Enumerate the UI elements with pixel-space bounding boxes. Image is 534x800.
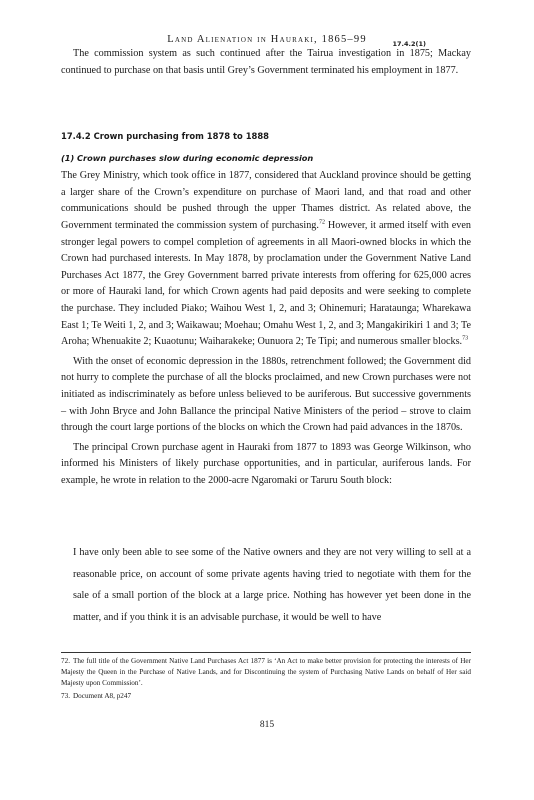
intro-block bbox=[61, 46, 471, 79]
block-quote-container bbox=[73, 542, 471, 628]
section-heading: 17.4.2 Crown purchasing from 1878 to 1888 bbox=[61, 131, 270, 141]
paragraph-1-text-b: However, it armed itself with even stronger legal powers to compel completion of agreements in all Maori-owned blocks in which the Crown had purchased interests. In May 1878, by proclamation under the Government Native Land Purchases Act 1877, the Grey Government barred private interests from offering for 625,000 acres or more of Hauraki land, for which Crown agents had paid deposits and were seeking to complete the purchase. They included Piako; Waihou West 1, 2, and 3; Ohinemuri; Harataunga; Wharekawa East 1; Te Weiti 1, 2, and 3; Waikawau; Moehau; Omahu West 1, 2, and 3; Mangakirikiri 1 and 3; Te Aroha; Whenuakite 2; Kuaotunu; Waiharakeke; Ounuora 2; Te Tipi; and numerous smaller blocks. bbox=[61, 219, 471, 348]
paragraph-2: With the onset of economic depression in the 1880s, retrenchment followed; the Government did not hurry to complete the purchase of all the blocks proclaimed, and new Crown purchases were not initiated as indiscriminately as before unless believed to be auriferous. But successive governments – with John Bryce and John Ballance the principal Native Ministers of the period – strove to claim through the court large portions of the blocks on which the Crown had paid advances in the 1870s. bbox=[61, 355, 471, 434]
intro-paragraph: The commission system as such continued after the Tairua investigation in 1875; Mackay continued to purchase on that basis until Grey’s Government terminated his employment in 1877. bbox=[61, 48, 471, 76]
footnote-ref-73: 73 bbox=[462, 335, 469, 342]
footnote-divider bbox=[61, 652, 471, 653]
footnote-73 bbox=[61, 691, 471, 702]
block-quote: I have only been able to see some of the Native owners and they are not very willing to sell at a reasonable price, on account of some private agents having tried to negotiate with them for the sale of a small portion of the block at a large price. Nothing has however yet been done in the matter, and if you think it is an advisable purchase, it would be well to have bbox=[73, 547, 471, 623]
paragraph-1 bbox=[61, 168, 471, 351]
section-17-4-2 bbox=[61, 128, 471, 489]
subsection-heading: (1) Crown purchases slow during economic depression bbox=[61, 152, 314, 163]
footnote-text: The full title of the Government Native Land Purchases Act 1877 is ‘An Act to make better provision for protecting the interests of Her Majesty the Queen in the Purchase of Native Lands, and for Discontinuing the system of Purchasing Native Lands on behalf of Her said Majesty upon Commission’. bbox=[61, 657, 471, 687]
footnote-72 bbox=[61, 656, 471, 688]
footnote-ref-72: 72 bbox=[318, 219, 325, 226]
footnote-number: 72. bbox=[61, 657, 70, 665]
page-number: 815 bbox=[259, 720, 275, 730]
running-head: Land Alienation in Hauraki, 1865–99 bbox=[167, 34, 367, 45]
paragraph-1-text-a: The Grey Ministry, which took office in 1877, considered that Auckland province should be getting a larger share of the Crown’s expenditure on purchase of Maori land, and that road and other communications should be pushed through the upper Thames district. As related above, the Government terminated the commission system of purchasing. bbox=[61, 170, 471, 231]
footnote-number: 73. bbox=[61, 692, 70, 701]
footnote-text: Document A8, p247 bbox=[72, 692, 132, 701]
section-reference: 17.4.2(1) bbox=[392, 40, 426, 48]
paragraph-3: The principal Crown purchase agent in Hauraki from 1877 to 1893 was George Wilkinson, who informed his Ministers of likely purchase opportunities, and in particular, auriferous lands. For example, he wrote in relation to the 2000-acre Ngaromaki or Taruru South block: bbox=[61, 441, 471, 486]
footnotes bbox=[61, 656, 471, 705]
